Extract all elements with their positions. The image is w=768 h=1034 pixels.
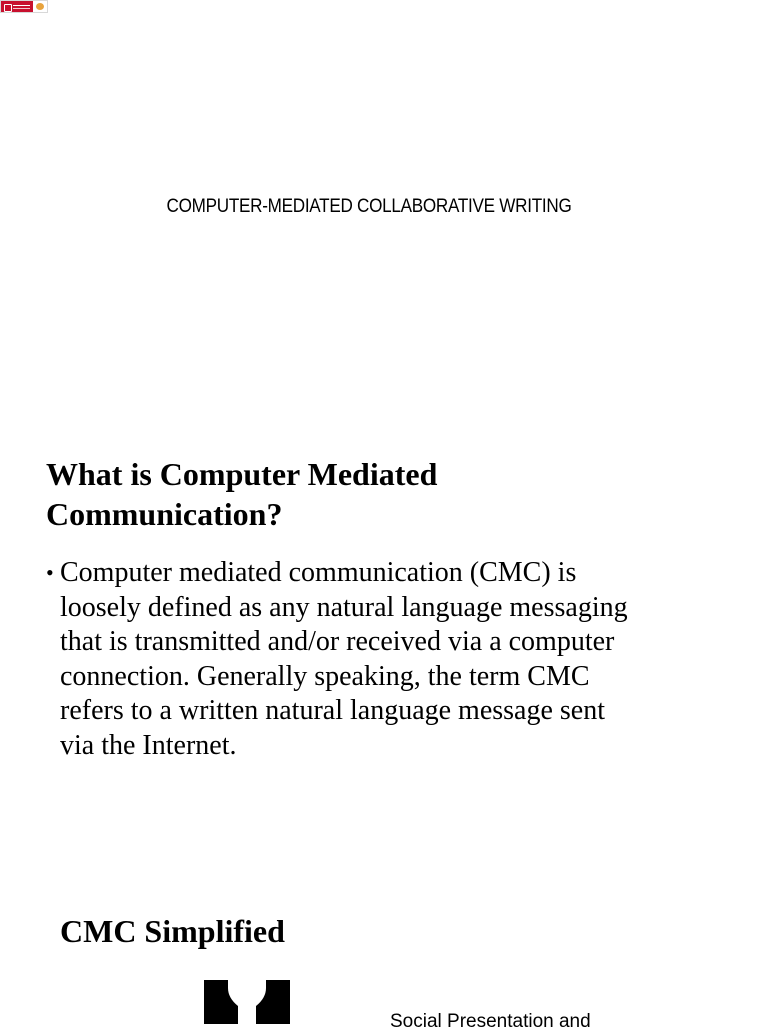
bullet-line: via the Internet.: [60, 729, 237, 761]
definition-bullet: [46, 556, 726, 763]
bullet-line: loosely defined as any natural language messaging: [60, 591, 628, 623]
section-heading: [46, 454, 726, 534]
university-logo: [0, 0, 48, 13]
bullet-line: connection. Generally speaking, the term CMC: [60, 660, 590, 692]
section-heading-line-1: What is Computer Mediated: [46, 456, 438, 492]
cmc-simplified-heading: CMC Simplified: [60, 913, 285, 949]
hourglass-icon: [204, 980, 290, 1024]
definition-bullet-list: [46, 556, 726, 763]
logo-emblem-icon: [33, 1, 47, 12]
bullet-line: that is transmitted and/or received via a computer: [60, 626, 615, 657]
section-heading-line-2: Communication?: [46, 496, 283, 532]
bullet-line: Computer mediated communication (CMC) is: [60, 557, 577, 588]
social-presentation-label: Social Presentation and: [390, 1011, 591, 1032]
slide-title: COMPUTER-MEDIATED COLLABORATIVE WRITING: [166, 196, 572, 217]
logo-shield-icon: [1, 1, 33, 12]
bullet-icon: •: [46, 560, 54, 585]
bullet-line: refers to a written natural language message sent: [60, 695, 606, 726]
